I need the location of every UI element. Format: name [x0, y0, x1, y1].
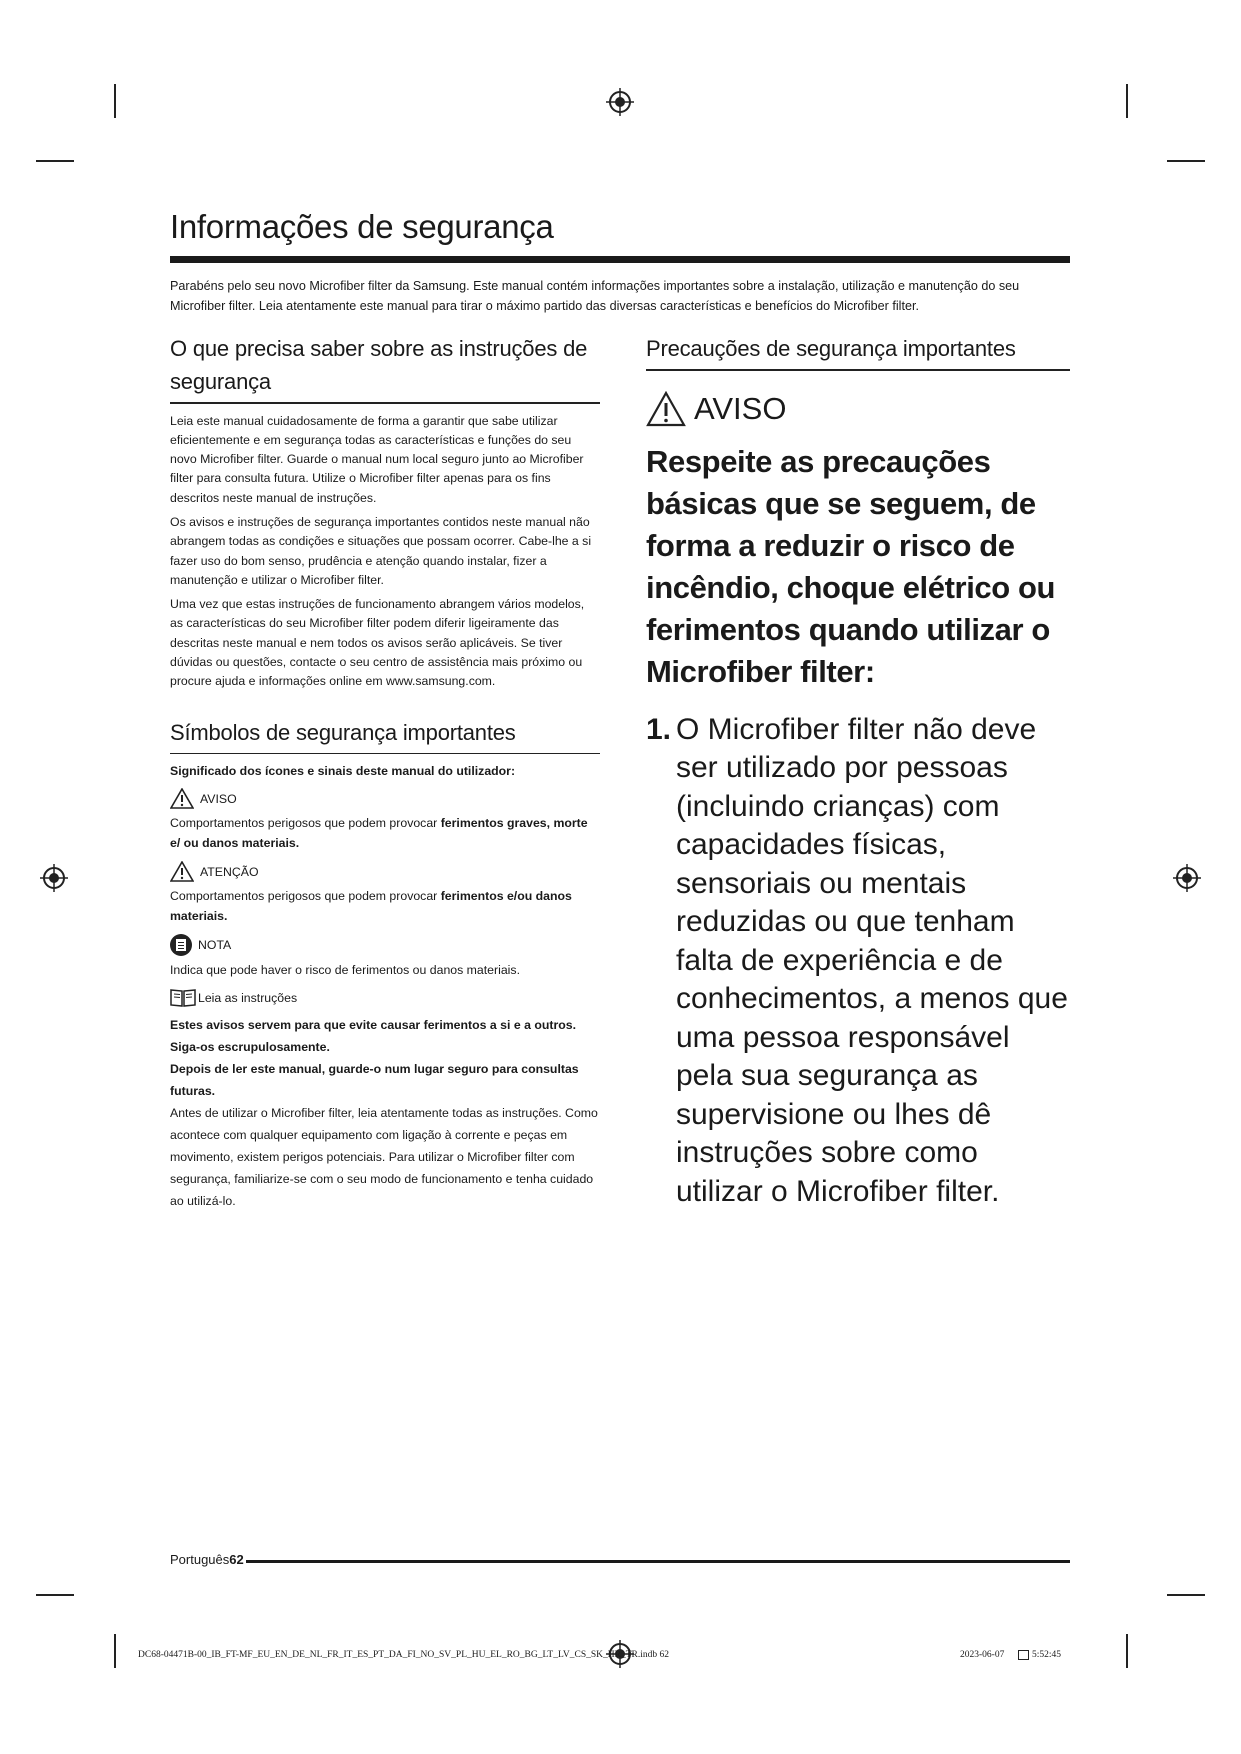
closing-paragraph: Antes de utilizar o Microfiber filter, leia atentamente todas as instruções. Como acontece com qualquer equipamento com ligação à corrente e peças em movimento, existem perigos potenciais. Para utilizar o Microfiber filter com segurança, familiarize-se com o seu modo de funcionamento e tenha cuidado ao utilizá-lo. [170, 1106, 598, 1209]
list-item [646, 711, 1070, 1212]
registration-mark-icon [40, 864, 68, 892]
clock-icon [1018, 1650, 1029, 1660]
print-date: 2023-06-07 [960, 1650, 1005, 1660]
atencao-label: ATENÇÃO [200, 864, 259, 879]
page-number: 62 [229, 1552, 244, 1567]
symbol-nota [170, 934, 600, 956]
aviso-big-label: AVISO [694, 390, 787, 426]
paragraph: Leia este manual cuidadosamente de forma a garantir que sabe utilizar eficientemente e em segurança todas as características e funções do seu novo Microfiber filter. Guarde o manual num local seguro junto ao Microfiber filter para consulta futura. Utilize o Microfiber filter apenas para os fins descritos neste manual de instruções. [170, 413, 584, 505]
footer-divider [246, 1560, 1070, 1563]
note-icon [170, 934, 192, 956]
left-column [170, 332, 600, 1212]
aviso-description [170, 813, 600, 853]
registration-mark-icon [1173, 864, 1201, 892]
crop-mark [114, 84, 116, 118]
intro-paragraph: Parabéns pelo seu novo Microfiber filter da Samsung. Este manual contém informações importantes sobre a instalação, utilização e manutenção do seu Microfiber filter. Leia atentamente este manual para tirar o máximo partido das diversas características e benefícios do Microfiber filter. [170, 279, 1020, 313]
leia-label: Leia as instruções [198, 991, 298, 1006]
paragraph: Os avisos e instruções de segurança importantes contidos neste manual não abrangem todas as condições e situações que possam ocorrer. Cabe-lhe a si fazer uso do bom senso, prudência e atenção quando instalar, fizer a manutenção e utilizar o Microfiber filter. [170, 514, 592, 587]
aviso-desc-text: Comportamentos perigosos que podem provocar [170, 816, 441, 831]
section-heading-symbols: Símbolos de segurança importantes [170, 719, 516, 745]
crop-mark [1167, 160, 1205, 162]
symbol-atencao [170, 861, 600, 882]
list-number: 1. [646, 712, 672, 746]
paragraph: Uma vez que estas instruções de funcionamento abrangem vários modelos, as características do seu Microfiber filter podem diferir ligeiramente das descritas neste manual e nem todos os avisos serão aplicáveis. Se tiver dúvidas ou questões, contacte o seu centro de assistência mais próximo ou procure ajuda e informações online em www.samsung.com. [170, 597, 585, 689]
warning-triangle-icon [170, 788, 194, 809]
registration-mark-icon [606, 88, 634, 116]
list-text: O Microfiber filter não deve ser utilizado por pessoas (incluindo crianças) com capacidades físicas, sensoriais ou mentais reduzidas ou que tenham falta de experiência e de conhecimentos, a menos que uma pessoa responsável pela sua segurança as supervisione ou lhes dê instruções sobre como utilizar o Microfiber filter. [676, 712, 1068, 1208]
warning-note: Siga-os escrupulosamente. [170, 1040, 330, 1055]
warning-note: Estes avisos servem para que evite causar ferimentos a si e a outros. [170, 1018, 576, 1033]
atencao-description [170, 886, 600, 926]
aviso-heading [646, 391, 1070, 427]
section-heading-precautions: Precauções de segurança importantes [646, 336, 1016, 361]
aviso-label: AVISO [200, 791, 237, 806]
section-divider [170, 753, 600, 755]
warning-statement: Respeite as precauções básicas que se seguem, de forma a reduzir o risco de incêndio, choque elétrico ou ferimentos quando utilizar o Microfiber filter: [646, 443, 1056, 689]
atencao-desc-emphasis: ferimentos e/ou danos materiais. [170, 889, 572, 924]
crop-mark [36, 1594, 74, 1596]
open-book-icon [170, 988, 196, 1008]
print-file-info: DC68-04471B-00_IB_FT-MF_EU_EN_DE_NL_FR_IT_ES_PT_DA_FI_NO_SV_PL_HU_EL_RO_BG_LT_LV_CS_SK_HR_TR.indb 62 [138, 1650, 669, 1660]
caution-triangle-icon [170, 861, 194, 882]
crop-mark [1126, 84, 1128, 118]
warning-note: Depois de ler este manual, guarde-o num lugar seguro para consultas futuras. [170, 1062, 579, 1099]
print-time: 5:52:45 [1032, 1650, 1062, 1660]
crop-mark [36, 160, 74, 162]
symbol-aviso [170, 788, 600, 809]
atencao-desc-text: Comportamentos perigosos que podem provocar [170, 889, 441, 904]
symbol-leia [170, 988, 600, 1008]
symbols-intro: Significado dos ícones e sinais deste manual do utilizador: [170, 764, 516, 779]
aviso-desc-emphasis: ferimentos graves, morte e/ ou danos materiais. [170, 816, 588, 851]
crop-mark [114, 1634, 116, 1668]
page-footer [170, 1552, 244, 1567]
crop-mark [1126, 1634, 1128, 1668]
section-divider [646, 369, 1070, 371]
warning-triangle-icon [646, 391, 686, 427]
print-time-block [1018, 1650, 1061, 1660]
title-divider [170, 256, 1070, 263]
page-title: Informações de segurança [170, 208, 554, 245]
section-divider [170, 402, 600, 404]
nota-description: Indica que pode haver o risco de ferimentos ou danos materiais. [170, 963, 520, 978]
right-column [646, 332, 1070, 1211]
nota-label: NOTA [198, 938, 232, 953]
footer-language: Português [170, 1552, 230, 1567]
section-heading-instructions: O que precisa saber sobre as instruções de segurança [170, 336, 588, 394]
crop-mark [1167, 1594, 1205, 1596]
